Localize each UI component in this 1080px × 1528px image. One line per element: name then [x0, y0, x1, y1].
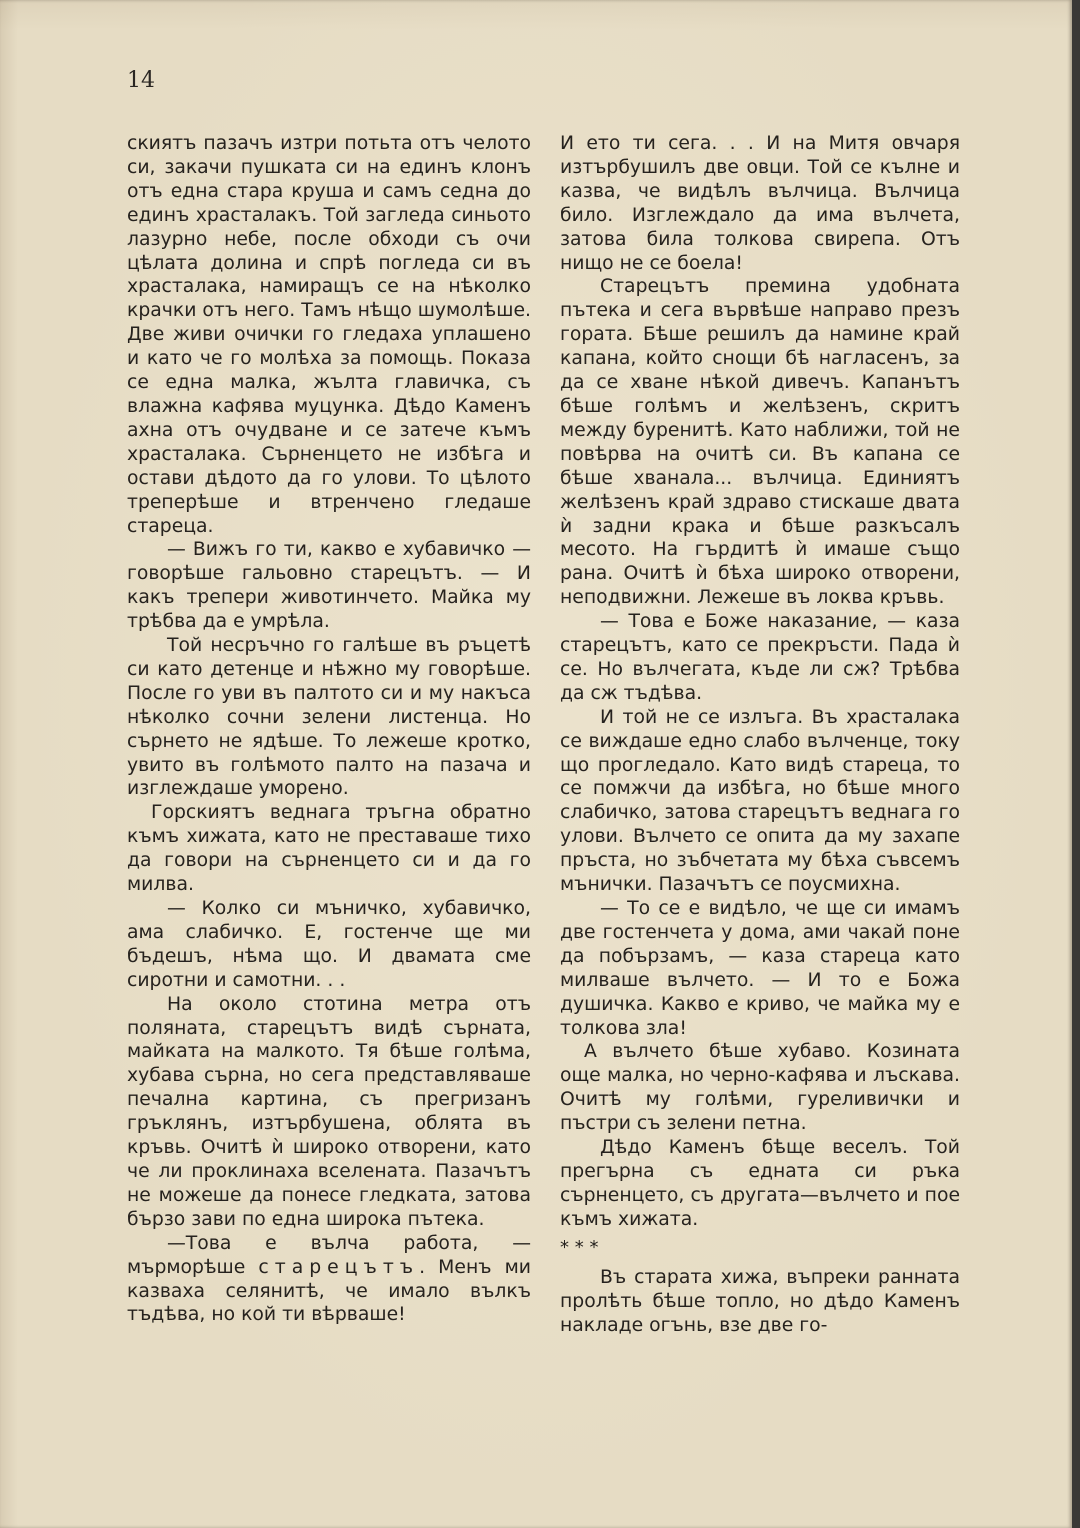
right-column-paragraph: Дѣдо Каменъ бѣще веселъ. Той прегърна съ едната си ръка сърненцето, съ другата—вълчето и пое къмъ хижата. — [560, 1137, 960, 1230]
spaced-word: старецътъ — [258, 1256, 420, 1278]
page-number: 14 — [127, 68, 155, 93]
left-column-paragraph: Той несръчно го галѣше въ ръцетѣ си като детенце и нѣжно му говорѣше. После го уви въ палтото си и му накъса нѣколко сочни зелени листенца. Но сърнето не ядѣше. То лежеше кротко, увито въ голѣмото палто на пазача и изглеждаше уморено. — [127, 635, 531, 800]
left-column-paragraph: На около стотина метра отъ поляната, старецътъ видѣ сърната, майката на малкото. Тя бѣше голѣма, хубава сърна, но сега представляваше печална картина, съ прегризанъ гръклянъ, изтърбушена, облята въ кръвь. Очитѣ ѝ широко отворени, като че ли проклинаха вселената. Пазачътъ не можеше да понесе гледката, затова бързо зави по една широка пътека. — [127, 993, 531, 1230]
left-column-paragraph: —Това е вълча работа, — мърморѣше старецътъ. Менъ ми казваха селянитѣ, че имало вълкъ тъдѣва, но кой ти вѣрваше! — [127, 1232, 531, 1326]
right-column-paragraph: И ето ти сега. . . И на Митя овчаря изтърбушилъ две овци. Той се кълне и казва, че видѣлъ вълчица. Вълчица било. Изглеждало да има вълчета, затова била толкова свирепа. Отъ нищо не се боела! — [560, 133, 960, 274]
right-column-paragraph: — То се е видѣло, че ще си имамъ две гостенчета у дома, ами чакай поне да побързамъ, — каза стареца като милваше вълчето. — И то е Божа душичка. Какво е криво, че майка му е толкова зла! — [560, 898, 960, 1039]
section-break-asterism: * * * — [560, 1236, 599, 1258]
left-column-paragraph: — Вижъ го ти, какво е хубавичко — говорѣше гальовно старецътъ. — И какъ трепери животинчето. Майка му трѣбва да е умрѣла. — [127, 539, 531, 633]
left-column — [127, 132, 531, 1327]
right-column — [560, 132, 960, 1337]
right-column-paragraph: Старецътъ премина удобната пътека и сега вървѣше направо презъ гората. Бѣше решилъ да намине край капана, който снощи бѣ нагласенъ, за да се хване нѣкой дивечъ. Капанътъ бѣше голѣмъ и желѣзенъ, скритъ между буренитѣ. Като наближи, той не повѣрва на очитѣ си. Въ капана се бѣше хванала... вълчица. Единиятъ желѣзенъ край здраво стискаше двата ѝ задни крака и бѣше разкъсалъ месото. На гърдитѣ ѝ имаше също рана. Очитѣ ѝ бѣха широко отворени, неподвижни. Лежеше въ локва кръвь. — [560, 276, 960, 609]
right-column-paragraph: Въ старата хижа, въпреки ранната пролѣть бѣше топло, но дѣдо Каменъ накладе огънь, взе две го- — [560, 1266, 960, 1336]
left-column-paragraph: — Колко си мъничко, хубавичко, ама слабичко. Е, гостенче ще ми бъдешъ, нѣма що. И двамата сме сиротни и самотни. . . — [127, 898, 531, 991]
left-column-paragraph: Горскиятъ веднага тръгна обратно къмъ хижата, като не преставаше тихо да говори на сърненцето си и да го милва. — [127, 802, 531, 896]
left-column-paragraph: скиятъ пазачъ изтри потьта отъ челото си, закачи пушката си на единъ клонъ отъ една стара круша и самъ седна до единъ храсталакъ. Той загледа синьото лазурно небе, после обходи съ очи цѣлата долина и спрѣ погледа си въ храсталака, намиращъ се на нѣколко крачки отъ него. Тамъ нѣщо шумолѣше. Две живи очички го гледаха уплашено и като че го молѣха за помощь. Показа се една малка, жълта главичка, съ влажна кафява муцунка. Дѣдо Каменъ ахна отъ очудване и се затече къмъ храсталака. Сърненцето не избѣга и остави дѣдото да го улови. То цѣлото треперѣше и втренчено гледаше стареца. — [127, 133, 531, 537]
right-column-paragraph: А вълчето бѣше хубаво. Козината още малка, но черно-кафява и лъскава. Очитѣ му голѣми, гуреливички и пъстри съ зелени петна. — [560, 1041, 960, 1135]
right-column-paragraph: — Това е Боже наказание, — каза старецътъ, като се прекръсти. Пада ѝ се. Но вълчегата, къде ли сж? Трѣбва да сж тъдѣва. — [560, 611, 960, 704]
right-column-paragraph: И той не се излъга. Въ храсталака се виждаше едно слабо вълченце, току що прогледало. Като видѣ стареца, то се помжчи да избѣга, но бѣше много слабичко, затова старецътъ веднага го улови. Вълчето се опита да му захапе пръста, но зъбчетата му бѣха съвсемъ мънички. Пазачътъ се поусмихна. — [560, 706, 960, 896]
